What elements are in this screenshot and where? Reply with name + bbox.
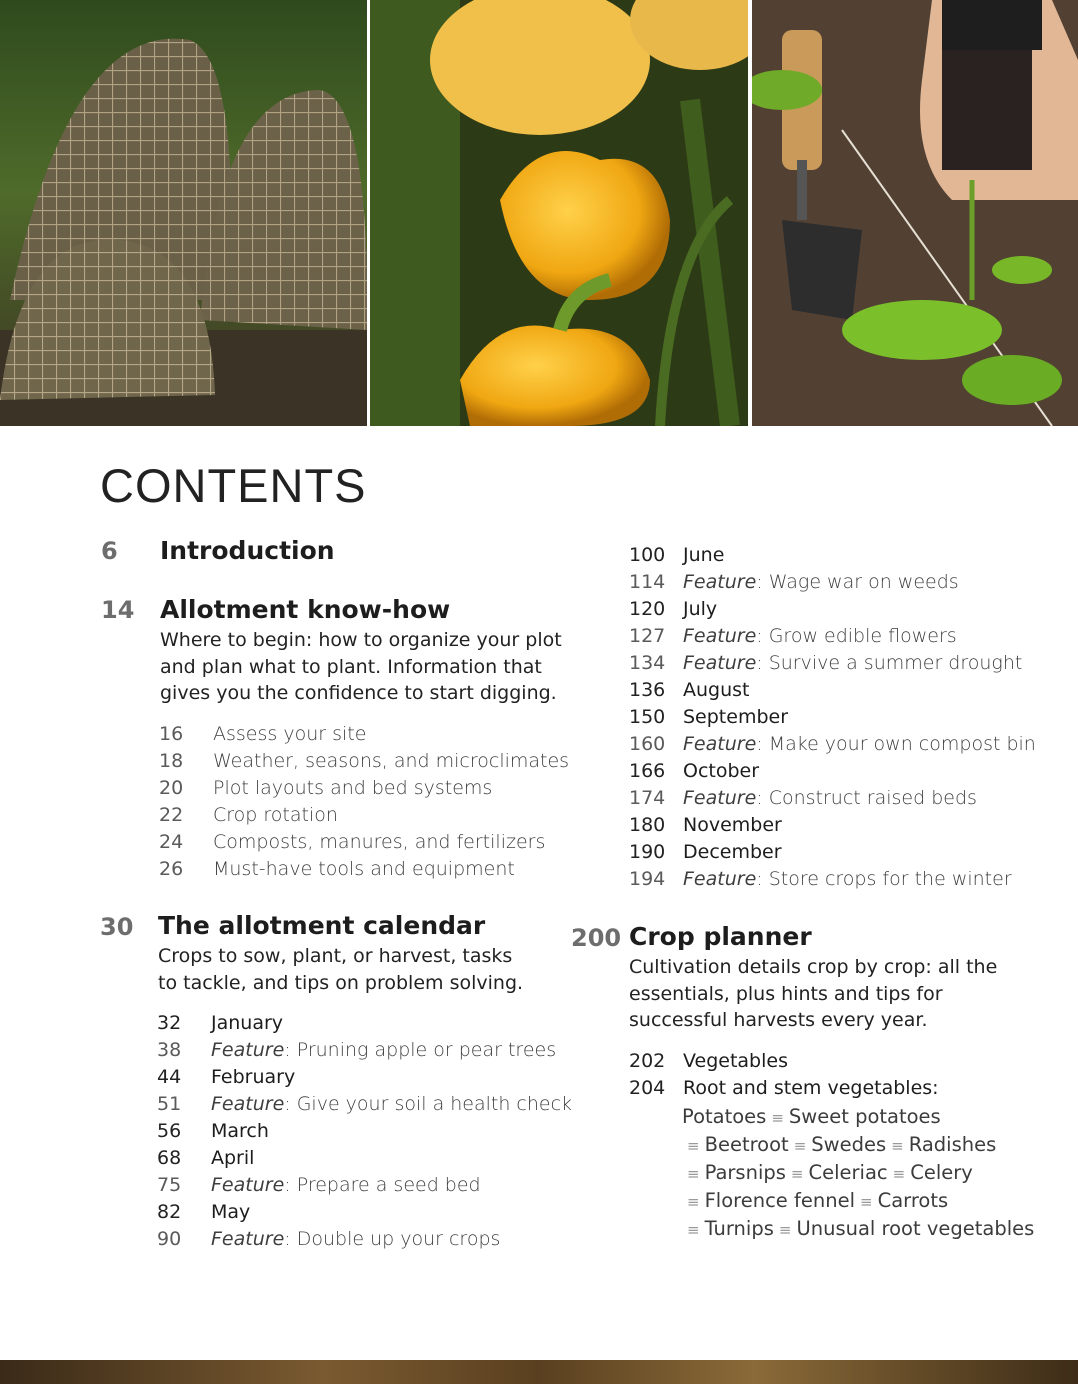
- separator-icon: ≡: [771, 1109, 784, 1127]
- toc-page: 160: [629, 733, 666, 755]
- toc-page: 18: [159, 750, 184, 772]
- toc-text: [683, 623, 957, 650]
- vegetable-name[interactable]: Parsnips: [704, 1161, 786, 1184]
- toc-item[interactable]: [629, 596, 1036, 623]
- toc-text: May: [211, 1201, 251, 1223]
- toc-page: 134: [629, 652, 666, 674]
- separator-icon: ≡: [687, 1193, 700, 1211]
- knowhow-description: [160, 627, 562, 707]
- toc-text: Assess your site: [213, 723, 367, 745]
- separator-icon: ≡: [793, 1137, 807, 1155]
- toc-item[interactable]: [157, 1226, 572, 1253]
- toc-page: 120: [629, 598, 666, 620]
- toc-item[interactable]: [157, 1145, 572, 1172]
- separator-icon: ≡: [687, 1221, 700, 1239]
- separator-icon: ≡: [778, 1221, 792, 1239]
- calendar-title[interactable]: The allotment calendar: [158, 911, 486, 940]
- separator-icon: ≡: [892, 1165, 906, 1183]
- toc-page: 174: [629, 787, 666, 809]
- planner-desc-line: essentials, plus hints and tips for: [629, 982, 943, 1005]
- toc-page: 75: [157, 1174, 182, 1196]
- toc-item[interactable]: [629, 542, 1036, 569]
- toc-text: [683, 785, 977, 812]
- vegetable-name[interactable]: Swedes: [811, 1133, 887, 1156]
- feature-title: : Survive a summer drought: [756, 652, 1023, 674]
- vegetable-line: [682, 1131, 1034, 1159]
- vegetable-line: [682, 1103, 1034, 1131]
- photo-yellow-peppers: [370, 0, 748, 426]
- toc-text: July: [683, 598, 718, 620]
- toc-page: 114: [629, 571, 666, 593]
- photo-wicker-cloches: [0, 0, 367, 426]
- vegetable-line: [682, 1159, 1034, 1187]
- knowhow-desc-line: gives you the confidence to start digging.: [160, 682, 557, 704]
- toc-item[interactable]: [159, 775, 569, 802]
- toc-page: 38: [157, 1039, 182, 1061]
- knowhow-page-number: 14: [101, 596, 135, 624]
- toc-item[interactable]: [629, 866, 1036, 893]
- toc-item[interactable]: [159, 721, 569, 748]
- planner-description: [629, 954, 997, 1034]
- separator-icon: ≡: [860, 1193, 873, 1211]
- toc-text: [683, 569, 959, 596]
- knowhow-title[interactable]: Allotment know-how: [160, 595, 451, 624]
- toc-page: 204: [629, 1077, 666, 1099]
- toc-text: [683, 731, 1036, 758]
- calendar-desc-line: Crops to sow, plant, or harvest, tasks: [158, 945, 513, 967]
- vegetable-name[interactable]: Beetroot: [704, 1133, 789, 1156]
- feature-title: : Grow edible flowers: [756, 625, 957, 647]
- toc-text: October: [683, 760, 760, 782]
- photo-planting-seedling: [752, 0, 1078, 426]
- toc-text: November: [683, 814, 782, 836]
- toc-page: 180: [629, 814, 666, 836]
- toc-item[interactable]: [157, 1064, 572, 1091]
- toc-page: 166: [629, 760, 666, 782]
- vegetable-name[interactable]: Florence fennel: [704, 1189, 855, 1212]
- toc-text: February: [211, 1066, 296, 1088]
- vegetable-line: [682, 1215, 1034, 1243]
- planner-title[interactable]: Crop planner: [629, 922, 812, 951]
- toc-page: 194: [629, 868, 666, 890]
- vegetable-line: [682, 1187, 1034, 1215]
- vegetable-name[interactable]: Celeriac: [808, 1161, 888, 1184]
- toc-page: 20: [159, 777, 184, 799]
- toc-page: 68: [157, 1147, 182, 1169]
- feature-title: : Construct raised beds: [756, 787, 977, 809]
- feature-title: : Wage war on weeds: [756, 571, 959, 593]
- feature-label: Feature: [211, 1093, 285, 1115]
- feature-label: Feature: [211, 1228, 285, 1250]
- toc-page: 22: [159, 804, 184, 826]
- knowhow-list: [159, 721, 569, 883]
- calendar-description: [158, 943, 523, 996]
- vegetable-name[interactable]: Celery: [910, 1161, 973, 1184]
- intro-title[interactable]: Introduction: [160, 536, 335, 565]
- toc-text: Must-have tools and equipment: [213, 858, 515, 880]
- toc-item[interactable]: [629, 758, 1036, 785]
- toc-item[interactable]: [629, 704, 1036, 731]
- feature-title: : Give your soil a health check: [284, 1093, 573, 1115]
- feature-label: Feature: [683, 733, 757, 755]
- toc-item[interactable]: [629, 812, 1036, 839]
- toc-text: Crop rotation: [213, 804, 338, 826]
- toc-item[interactable]: [157, 1037, 572, 1064]
- toc-item[interactable]: [629, 677, 1036, 704]
- toc-page: 150: [629, 706, 666, 728]
- separator-icon: ≡: [790, 1165, 804, 1183]
- vegetable-name[interactable]: Turnips: [704, 1217, 774, 1240]
- toc-page: 82: [157, 1201, 182, 1223]
- toc-text: [211, 1226, 500, 1253]
- separator-icon: ≡: [687, 1165, 700, 1183]
- toc-page: 190: [629, 841, 666, 863]
- planting-image: [752, 0, 1078, 426]
- toc-page: 32: [157, 1012, 182, 1034]
- toc-item[interactable]: [629, 623, 1036, 650]
- toc-text: Plot layouts and bed systems: [213, 777, 493, 799]
- toc-text: [211, 1037, 556, 1064]
- toc-text: January: [211, 1012, 284, 1034]
- toc-item[interactable]: [159, 829, 569, 856]
- toc-page: 100: [629, 544, 666, 566]
- toc-page: 56: [157, 1120, 182, 1142]
- separator-icon: ≡: [891, 1137, 904, 1155]
- feature-title: : Double up your crops: [284, 1228, 501, 1250]
- toc-text: [683, 650, 1022, 677]
- planner-desc-line: successful harvests every year.: [629, 1009, 928, 1031]
- toc-item[interactable]: [629, 839, 1036, 866]
- toc-text: Root and stem vegetables:: [683, 1077, 939, 1099]
- root-vegetables-list: [682, 1103, 1034, 1243]
- calendar-desc-line: to tackle, and tips on problem solving.: [158, 971, 524, 994]
- toc-item[interactable]: [629, 1048, 939, 1075]
- feature-label: Feature: [211, 1174, 285, 1196]
- toc-item[interactable]: [157, 1199, 572, 1226]
- knowhow-desc-line: and plan what to plant. Information that: [160, 655, 542, 678]
- toc-item[interactable]: [159, 856, 569, 883]
- feature-label: Feature: [683, 787, 757, 809]
- cloches-image: [0, 0, 367, 426]
- toc-text: [211, 1172, 481, 1199]
- vegetable-name[interactable]: Potatoes: [682, 1105, 767, 1128]
- feature-label: Feature: [683, 571, 757, 593]
- calendar-continued-list: [629, 542, 1036, 893]
- bottom-photo-strip: [0, 1360, 1078, 1384]
- intro-page-number: 6: [101, 537, 118, 565]
- toc-text: September: [683, 706, 789, 728]
- knowhow-desc-line: Where to begin: how to organize your plot: [160, 629, 562, 651]
- toc-page: 202: [629, 1050, 666, 1072]
- calendar-list: [157, 1010, 572, 1253]
- page-title: CONTENTS: [100, 459, 367, 512]
- feature-label: Feature: [683, 652, 757, 674]
- toc-text: [683, 866, 1012, 893]
- toc-item[interactable]: [629, 569, 1036, 596]
- planner-desc-line: Cultivation details crop by crop: all the: [629, 956, 998, 978]
- toc-item[interactable]: [157, 1118, 572, 1145]
- toc-page: 24: [159, 831, 184, 853]
- toc-text: Weather, seasons, and microclimates: [213, 750, 570, 772]
- toc-page: 136: [629, 679, 666, 701]
- feature-label: Feature: [683, 625, 757, 647]
- toc-item[interactable]: [629, 1075, 939, 1102]
- toc-item[interactable]: [159, 802, 569, 829]
- toc-item[interactable]: [157, 1172, 572, 1199]
- feature-label: Feature: [211, 1039, 285, 1061]
- feature-title: : Pruning apple or pear trees: [284, 1039, 557, 1061]
- toc-text: March: [211, 1120, 269, 1142]
- toc-page: 44: [157, 1066, 182, 1088]
- feature-label: Feature: [683, 868, 757, 890]
- feature-title: : Make your own compost bin: [756, 733, 1036, 755]
- toc-item[interactable]: [157, 1010, 572, 1037]
- vegetable-name[interactable]: Sweet potatoes: [788, 1105, 941, 1128]
- planner-list: [629, 1048, 939, 1102]
- vegetable-name[interactable]: Carrots: [877, 1189, 949, 1212]
- vegetable-name[interactable]: Radishes: [908, 1133, 997, 1156]
- calendar-page-number: 30: [100, 913, 134, 941]
- toc-item[interactable]: [159, 748, 569, 775]
- toc-text: April: [211, 1147, 255, 1169]
- toc-text: December: [683, 841, 782, 863]
- toc-text: Vegetables: [683, 1050, 788, 1072]
- toc-page: 26: [159, 858, 184, 880]
- planner-page-number: 200: [571, 924, 622, 952]
- toc-page: 51: [157, 1093, 182, 1115]
- toc-text: [211, 1091, 572, 1118]
- toc-page: 90: [157, 1228, 182, 1250]
- toc-text: August: [683, 679, 750, 701]
- peppers-image: [370, 0, 748, 426]
- feature-title: : Store crops for the winter: [756, 868, 1012, 890]
- toc-item[interactable]: [629, 785, 1036, 812]
- toc-text: Composts, manures, and fertilizers: [213, 831, 546, 853]
- toc-text: June: [683, 544, 725, 566]
- toc-item[interactable]: [629, 731, 1036, 758]
- toc-item[interactable]: [157, 1091, 572, 1118]
- vegetable-name[interactable]: Unusual root vegetables: [796, 1217, 1035, 1240]
- toc-page: 127: [629, 625, 666, 647]
- feature-title: : Prepare a seed bed: [284, 1174, 481, 1196]
- toc-page: 16: [159, 723, 184, 745]
- toc-item[interactable]: [629, 650, 1036, 677]
- separator-icon: ≡: [687, 1137, 700, 1155]
